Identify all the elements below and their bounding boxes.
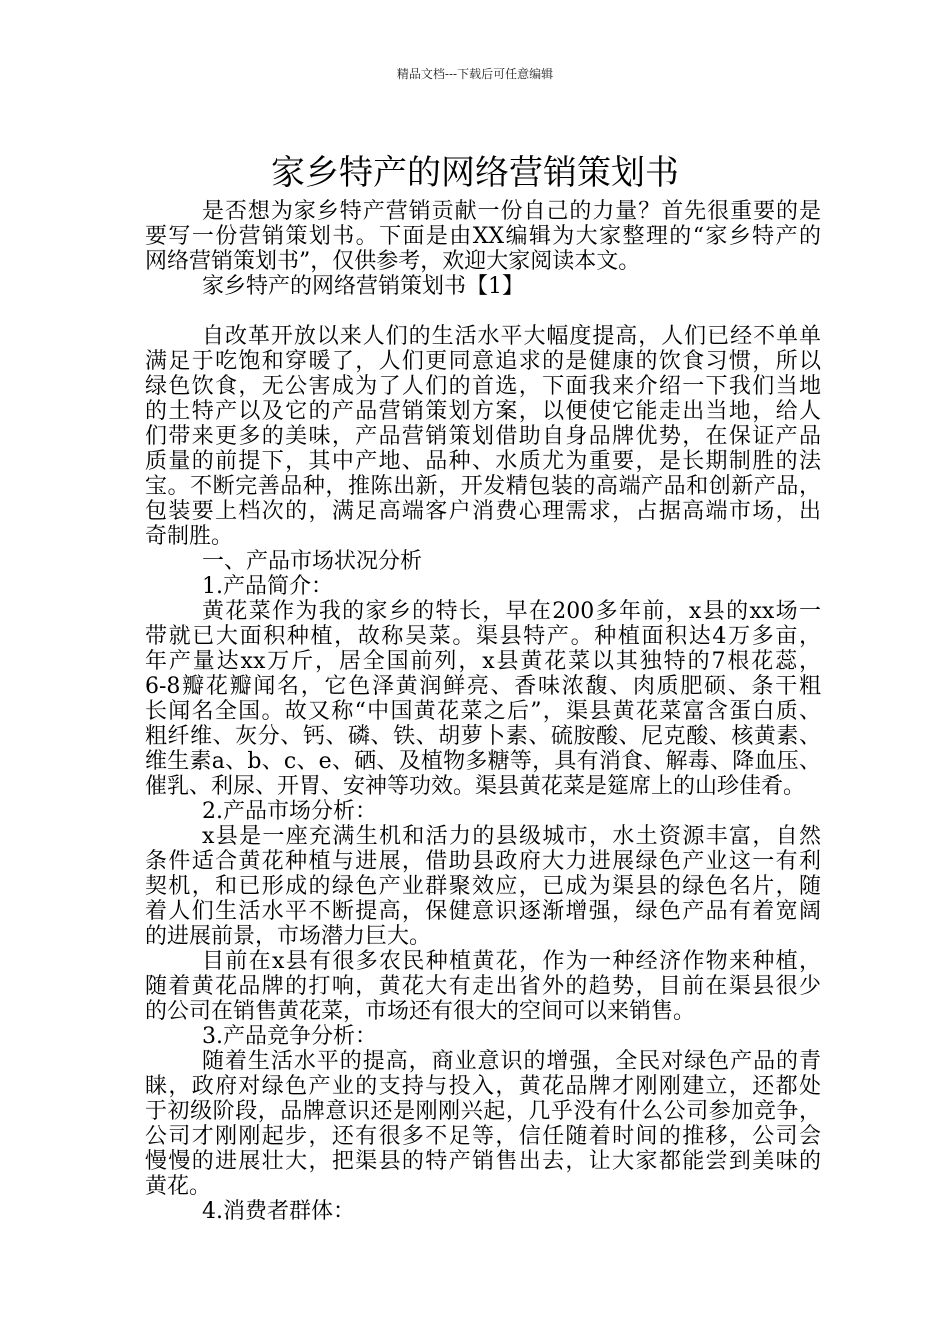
text-line: 奇制胜。 <box>145 524 234 549</box>
text-line: 包装要上档次的，满足高端客户消费心理需求，占据高端市场，出 <box>145 499 821 524</box>
text-line: 粗纤维、灰分、钙、磷、铁、胡萝卜素、硫胺酸、尼克酸、核黄素、 <box>145 724 821 749</box>
text-line: 带就已大面积种植，故称吴菜。渠县特产。种植面积达4万多亩， <box>145 624 821 649</box>
document-title: 家乡特产的网络营销策划书 <box>271 152 679 193</box>
text-line: 公司才刚刚起步，还有很多不足等，信任随着时间的推移，公司会 <box>145 1124 821 1149</box>
paragraph <box>145 1049 821 1199</box>
text-line: 黄花菜作为我的家乡的特长，早在200多年前，x县的xx场一 <box>202 599 821 624</box>
text-line: 于初级阶段，品牌意识还是刚刚兴起，几乎没有什么公司参加竞争， <box>145 1099 821 1124</box>
paragraph <box>145 574 821 599</box>
page-header: 精品文档---下载后可任意编辑 <box>396 67 554 81</box>
text-line: 契机，和已形成的绿色产业群聚效应，已成为渠县的绿色名片，随 <box>145 874 821 899</box>
text-line: 条件适合黄花种植与进展，借助县政府大力进展绿色产业这一有利 <box>145 849 821 874</box>
document-body <box>145 199 821 1224</box>
text-line: 网络营销策划书”，仅供参考，欢迎大家阅读本文。 <box>145 249 641 274</box>
text-line: 睐，政府对绿色产业的支持与投入，黄花品牌才刚刚建立，还都处 <box>145 1074 821 1099</box>
text-line: 随着黄花品牌的打响，黄花大有走出省外的趋势，目前在渠县很少 <box>145 974 821 999</box>
text-line: 随着生活水平的提高，商业意识的增强，全民对绿色产品的青 <box>202 1049 821 1074</box>
paragraph <box>145 549 821 574</box>
text-line: 质量的前提下，其中产地、品种、水质尤为重要，是长期制胜的法 <box>145 449 821 474</box>
text-line: 宝。不断完善品种，推陈出新，开发精包装的高端产品和创新产品， <box>145 474 821 499</box>
paragraph <box>145 1024 821 1049</box>
text-line: 慢慢的进展壮大，把渠县的特产销售出去，让大家都能尝到美味的 <box>145 1149 821 1174</box>
text-line: 是否想为家乡特产营销贡献一份自己的力量？首先很重要的是 <box>202 199 821 224</box>
text-line: 2.产品市场分析： <box>202 799 377 824</box>
text-line: 们带来更多的美味，产品营销策划借助自身品牌优势，在保证产品 <box>145 424 821 449</box>
text-line: 绿色饮食，无公害成为了人们的首选，下面我来介绍一下我们当地 <box>145 374 821 399</box>
text-line: 的土特产以及它的产品营销策划方案，以便使它能走出当地，给人 <box>145 399 821 424</box>
text-line: 催乳、利尿、开胃、安神等功效。渠县黄花菜是筵席上的山珍佳肴。 <box>145 774 806 799</box>
paragraph <box>145 199 821 274</box>
paragraph <box>145 274 821 299</box>
paragraph <box>145 949 821 1024</box>
text-line: 着人们生活水平不断提高，保健意识逐渐增强，绿色产品有着宽阔 <box>145 899 821 924</box>
text-line: 的公司在销售黄花菜，市场还有很大的空间可以来销售。 <box>145 999 696 1024</box>
paragraph <box>145 799 821 824</box>
text-line: 4.消费者群体： <box>202 1199 355 1224</box>
text-line: 6-8瓣花瓣闻名，它色泽黄润鲜亮、香味浓馥、肉质肥硕、条干粗 <box>145 674 821 699</box>
text-line: 维生素a、b、c、e、硒、及植物多糖等，具有消食、解毒、降血压、 <box>145 749 821 774</box>
text-line: 满足于吃饱和穿暖了，人们更同意追求的是健康的饮食习惯，所以 <box>145 349 821 374</box>
text-line: 1.产品简介： <box>202 574 333 599</box>
text-line: 一、产品市场状况分析 <box>202 549 423 574</box>
paragraph <box>145 1199 821 1224</box>
text-line: 黄花。 <box>145 1174 212 1199</box>
paragraph <box>145 324 821 549</box>
text-line: 目前在x县有很多农民种植黄花，作为一种经济作物来种植， <box>202 949 821 974</box>
paragraph <box>145 824 821 949</box>
paragraph <box>145 599 821 799</box>
text-line: 长闻名全国。故又称“中国黄花菜之后”，渠县黄花菜富含蛋白质、 <box>145 699 821 724</box>
text-line: x县是一座充满生机和活力的县级城市，水土资源丰富，自然 <box>202 824 821 849</box>
text-line: 3.产品竞争分析： <box>202 1024 377 1049</box>
text-line: 要写一份营销策划书。下面是由XX编辑为大家整理的“家乡特产的 <box>145 224 821 249</box>
text-line: 的进展前景，市场潜力巨大。 <box>145 924 432 949</box>
text-line: 自改革开放以来人们的生活水平大幅度提高，人们已经不单单 <box>202 324 821 349</box>
blank-line <box>145 299 821 324</box>
text-line: 年产量达xx万斤，居全国前列，x县黄花菜以其独特的7根花蕊， <box>145 649 821 674</box>
text-line: 家乡特产的网络营销策划书【1】 <box>202 274 524 299</box>
